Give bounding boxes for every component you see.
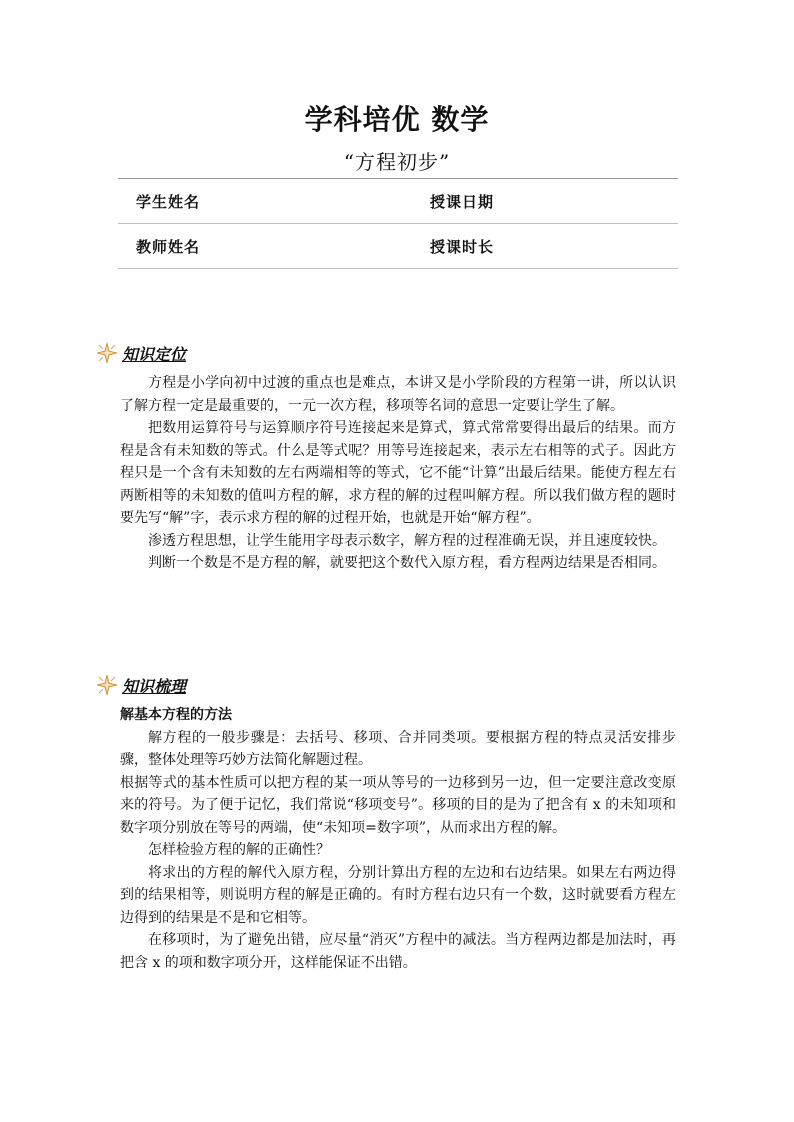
page-subtitle: “方程初步” (343, 150, 451, 174)
section1-body (120, 372, 676, 575)
section-title: 知识梳理 (122, 676, 187, 696)
paragraph: 解方程的一般步骤是：去括号、移项、合并同类项。要根据方程的特点灵活安排步骤，整体处理等巧妙方法简化解题过程。 (120, 729, 676, 768)
info-table (118, 178, 678, 269)
paragraph: 方程是小学向初中过渡的重点也是难点，本讲又是小学阶段的方程第一讲，所以认识了解方程一定是最重要的，一元一次方程，移项等名词的意思一定要让学生了解。 (120, 375, 676, 414)
paragraph: 判断一个数是不是方程的解，就要把这个数代入原方程，看方程两边结果是否相同。 (148, 555, 666, 571)
student-name-label: 学生姓名 (136, 193, 201, 211)
lesson-duration-label: 授课时长 (430, 238, 495, 256)
teacher-name-label: 教师姓名 (136, 238, 201, 256)
sparkle-star-icon (94, 672, 120, 698)
paragraph: 怎样检验方程的解的正确性？ (148, 842, 330, 858)
paragraph: 渗透方程思想，让学生能用字母表示数字，解方程的过程准确无误，并且速度较快。 (148, 532, 666, 549)
section2-body (120, 704, 676, 974)
paragraph: 把数用运算符号与运算顺序符号连接起来是算式，算式常常要得出最后的结果。而方程是含有未知数的等式。什么是等式呢？用等号连接起来，表示左右相等的式子。因此方程只是一个含有未知数的左右两端相等的等式，它不能“计算”出最后结果。能使方程左右两断相等的未知数的值叫方程的解，求方程的解的过程叫解方程。所以我们做方程的题时要先写“解”字，表示求方程的解的过程开始，也就是开始“解方程”。 (120, 420, 676, 526)
paragraph: 将求出的方程的解代入原方程，分别计算出方程的左边和右边结果。如果左右两边得到的结果相等，则说明方程的解是正确的。有时方程右边只有一个数，这时就要看方程左边得到的结果是不是和它相等。 (120, 864, 676, 926)
subheading: 解基本方程的方法 (120, 707, 232, 723)
paragraph: 在移项时，为了避免出错，应尽量“消灭”方程中的减法。当方程两边都是加法时，再把含 x 的项和数字项分开，这样能保证不出错。 (120, 932, 676, 971)
sparkle-star-icon (94, 340, 120, 366)
info-row (118, 179, 678, 224)
section-header-knowledge-review (94, 672, 186, 698)
paragraph: 根据等式的基本性质可以把方程的某一项从等号的一边移到另一边，但一定要注意改变原来的符号。为了便于记忆，我们常说“移项变号”。移项的目的是为了把含有 x 的未知项和数字项分别放在等号的两端，使“未知项=数字项”，从而求出方程的解。 (120, 774, 676, 836)
section-header-knowledge-position (94, 340, 186, 366)
page-title: 学科培优 数学 (304, 103, 490, 136)
info-row (118, 224, 678, 269)
section-title: 知识定位 (122, 344, 187, 364)
lesson-date-label: 授课日期 (430, 193, 495, 211)
